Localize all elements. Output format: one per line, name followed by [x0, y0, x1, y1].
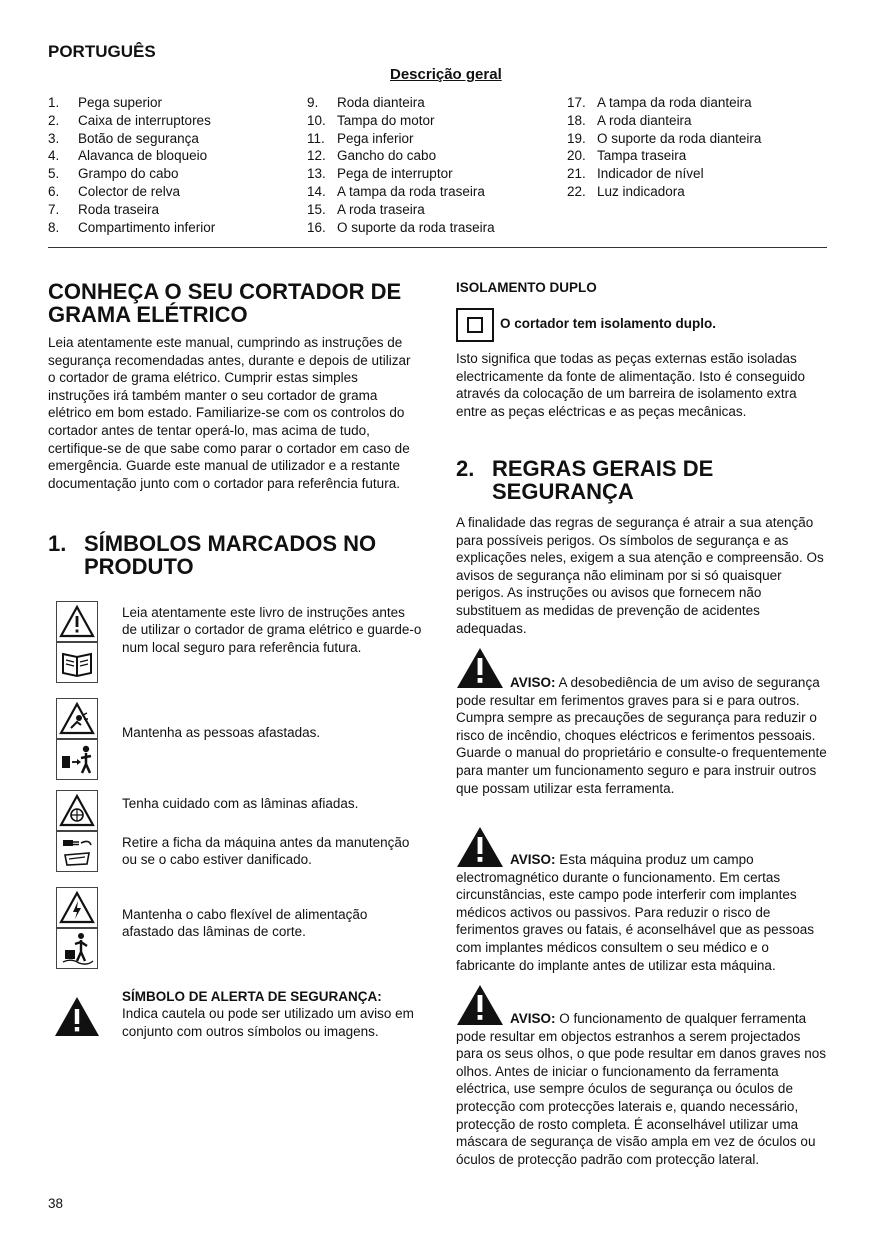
general-description-title: Descrição geral — [390, 66, 502, 83]
parts-list-col2 — [307, 94, 495, 236]
list-item: 5. Grampo do cabo — [48, 166, 179, 182]
electric-shock-warning-icon — [56, 887, 98, 929]
list-item: 1. Pega superior — [48, 95, 163, 110]
divider — [48, 247, 827, 248]
warning-text-1: AVISO: A desobediência de um aviso de segurança pode resultar em ferimentos graves para si e para outros. Cumpra sempre as precauções de segurança para reduzir o risco de incêndio, choques eléctricos e ferimentos pessoais. Guarde o manual do proprietário e consulte-o frequentemente para manter um funcionamento seguro e para instruir outros que possam utilizar esta ferramenta. — [456, 675, 827, 796]
double-insulation-icon — [456, 308, 494, 342]
list-item: 3. Botão de segurança — [48, 130, 199, 146]
unplug-icon — [56, 830, 98, 872]
warning-text-3: AVISO: O funcionamento de qualquer ferramenta pode resultar em objectos estranhos a serem projectados para os seus olhos, o que pode resultar em danos graves nos olhos. Antes de iniciar o funcionamento da ferramenta eléctrica, use sempre óculos de segurança ou óculos de protecção com protecções laterais e, quando necessário, protecção de rosto completa. É aconselhável utilizar uma máscara de segurança de visão ampla em vez de óculos ou óculos de protecção padrão com protecção lateral. — [456, 1011, 826, 1167]
parts-list-col1 — [48, 94, 215, 236]
warning-text-2: AVISO: Esta máquina produz um campo electromagnético durante o funcionamento. Em certas circunstâncias, este campo pode interferir com implantes médicos activos ou passivos. Para reduzir o risco de ferimentos graves ou fatais, é aconselhável que as pessoas com implantes médicos consultem o seu médico e o fabricante do implante antes de utilizar esta máquina. — [456, 852, 814, 973]
safety-alert-title: SÍMBOLO DE ALERTA DE SEGURANÇA: — [122, 989, 382, 1004]
intro-title: CONHEÇA O SEU CORTADOR DE GRAMA ELÉTRICO — [48, 279, 402, 327]
symbol-text-read-manual: Leia atentamente este livro de instruções antes de utilizar o cortador de grama elétrico e guarde-o num local seguro para referência futura. — [122, 605, 422, 655]
double-insulation-title: ISOLAMENTO DUPLO — [456, 280, 597, 295]
keep-bystanders-away-icon — [56, 738, 98, 780]
double-insulation-text: Isto significa que todas as peças externas estão isoladas electricamente da fonte de alimentação. Isto é conseguido através da colocação de um barreira de isolamento extra entre as peças eléctricas e as peças mecânicas. — [456, 351, 805, 419]
list-item: 20. Tampa traseira — [567, 148, 687, 164]
list-item: 19. O suporte da roda dianteira — [567, 130, 762, 146]
double-insulation-label: O cortador tem isolamento duplo. — [500, 316, 717, 331]
list-item: 13. Pega de interruptor — [307, 166, 453, 182]
parts-list-col3 — [567, 94, 761, 201]
list-item: 22. Luz indicadora — [567, 183, 685, 199]
symbol-text-bystanders: Mantenha as pessoas afastadas. — [122, 725, 321, 740]
list-item: 17. A tampa da roda dianteira — [567, 95, 752, 110]
page-number: 38 — [48, 1196, 64, 1211]
section2-title: 2. REGRAS GERAIS DE SEGURANÇA — [456, 456, 714, 504]
list-item: 14. A tampa da roda traseira — [307, 183, 485, 199]
list-item: 2. Caixa de interruptores — [48, 112, 211, 128]
safety-alert-icon — [54, 995, 100, 1037]
list-item: 7. Roda traseira — [48, 201, 160, 217]
read-manual-icon — [56, 641, 98, 683]
list-item: 12. Gancho do cabo — [307, 148, 437, 164]
list-item: 8. Compartimento inferior — [48, 219, 216, 235]
list-item: 18. A roda dianteira — [567, 112, 692, 128]
list-item: 11. Pega inferior — [307, 130, 414, 146]
intro-text: Leia atentamente este manual, cumprindo as instruções de segurança recomendadas antes, durante e depois de utilizar o cortador de grama elétrico. Cumprir estas simples instruções irá também manter o seu cortador de grama elétrico em bom estado. Familiarize-se com os controlos do cortador antes de tentar operá-lo, mas acima de tudo, certifique-se de que sabe como parar o cortador em caso de emergência. Guarde este manual de utilizador e a restante documentação junto com o cortador para referência futura. — [48, 335, 411, 491]
language-heading: PORTUGUÊS — [48, 42, 156, 61]
list-item: 15. A roda traseira — [307, 201, 425, 217]
warning-triangle-icon — [56, 601, 98, 643]
section2-text: A finalidade das regras de segurança é atrair a sua atenção para possíveis perigos. Os símbolos de segurança e as explicações neles, exigem a sua atenção e compreensão. Os avisos de segurança não eliminam por si só quaisquer perigos. As instruções ou avisos que fornecem não substituem as medidas de prevenção de acidentes adequadas. — [456, 515, 824, 636]
symbol-text-cable: Mantenha o cabo flexível de alimentação afastado das lâminas de corte. — [122, 907, 368, 940]
symbol-text-unplug: Retire a ficha da máquina antes da manutenção ou se o cabo estiver danificado. — [122, 835, 410, 868]
sharp-blades-warning-icon — [56, 790, 98, 832]
list-item: 16. O suporte da roda traseira — [307, 219, 495, 235]
thrown-objects-warning-icon — [56, 698, 98, 740]
list-item: 6. Colector de relva — [48, 183, 181, 199]
cable-away-from-blades-icon — [56, 927, 98, 969]
list-item: 9. Roda dianteira — [307, 95, 425, 110]
safety-alert-description — [122, 988, 422, 1040]
list-item: 4. Alavanca de bloqueio — [48, 148, 208, 164]
list-item: 21. Indicador de nível — [567, 166, 704, 182]
symbol-text-sharp-blades: Tenha cuidado com as lâminas afiadas. — [122, 796, 359, 811]
safety-alert-text: Indica cautela ou pode ser utilizado um aviso em conjunto com outros símbolos ou imagens. — [122, 1006, 414, 1039]
list-item: 10. Tampa do motor — [307, 112, 435, 128]
section1-title: 1. SÍMBOLOS MARCADOS NO PRODUTO — [48, 531, 377, 579]
